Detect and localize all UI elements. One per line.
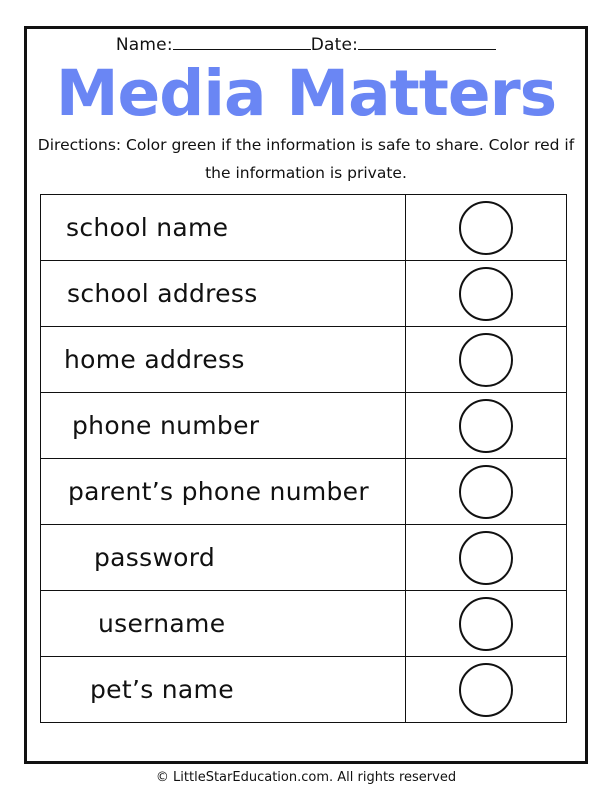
color-circle[interactable] (459, 597, 513, 651)
item-label: home address (41, 327, 406, 393)
name-blank[interactable] (173, 34, 311, 50)
color-circle[interactable] (459, 333, 513, 387)
table-row (41, 393, 567, 459)
worksheet-title: Media Matters (55, 57, 557, 130)
table-row (41, 327, 567, 393)
color-circle[interactable] (459, 663, 513, 717)
name-label: Name: (115, 35, 173, 55)
item-label: parent’s phone number (41, 459, 406, 525)
color-circle[interactable] (459, 465, 513, 519)
date-label: Date: (310, 35, 359, 55)
table-row (41, 459, 567, 525)
item-label: school name (41, 195, 406, 261)
item-label: pet’s name (41, 657, 406, 723)
item-label: password (41, 525, 406, 591)
directions-text: Directions: Color green if the information is safe to share. Color red if the information is private. (37, 136, 575, 182)
items-table (40, 194, 567, 723)
date-blank[interactable] (358, 34, 496, 50)
item-label: school address (41, 261, 406, 327)
color-circle[interactable] (459, 399, 513, 453)
item-label: username (41, 591, 406, 657)
color-circle[interactable] (459, 531, 513, 585)
color-circle[interactable] (459, 201, 513, 255)
table-row (41, 261, 567, 327)
item-label: phone number (41, 393, 406, 459)
table-row (41, 525, 567, 591)
color-circle[interactable] (459, 267, 513, 321)
table-row (41, 195, 567, 261)
table-row (41, 591, 567, 657)
table-row (41, 657, 567, 723)
copyright-footer: © LittleStarEducation.com. All rights reserved (155, 770, 457, 785)
